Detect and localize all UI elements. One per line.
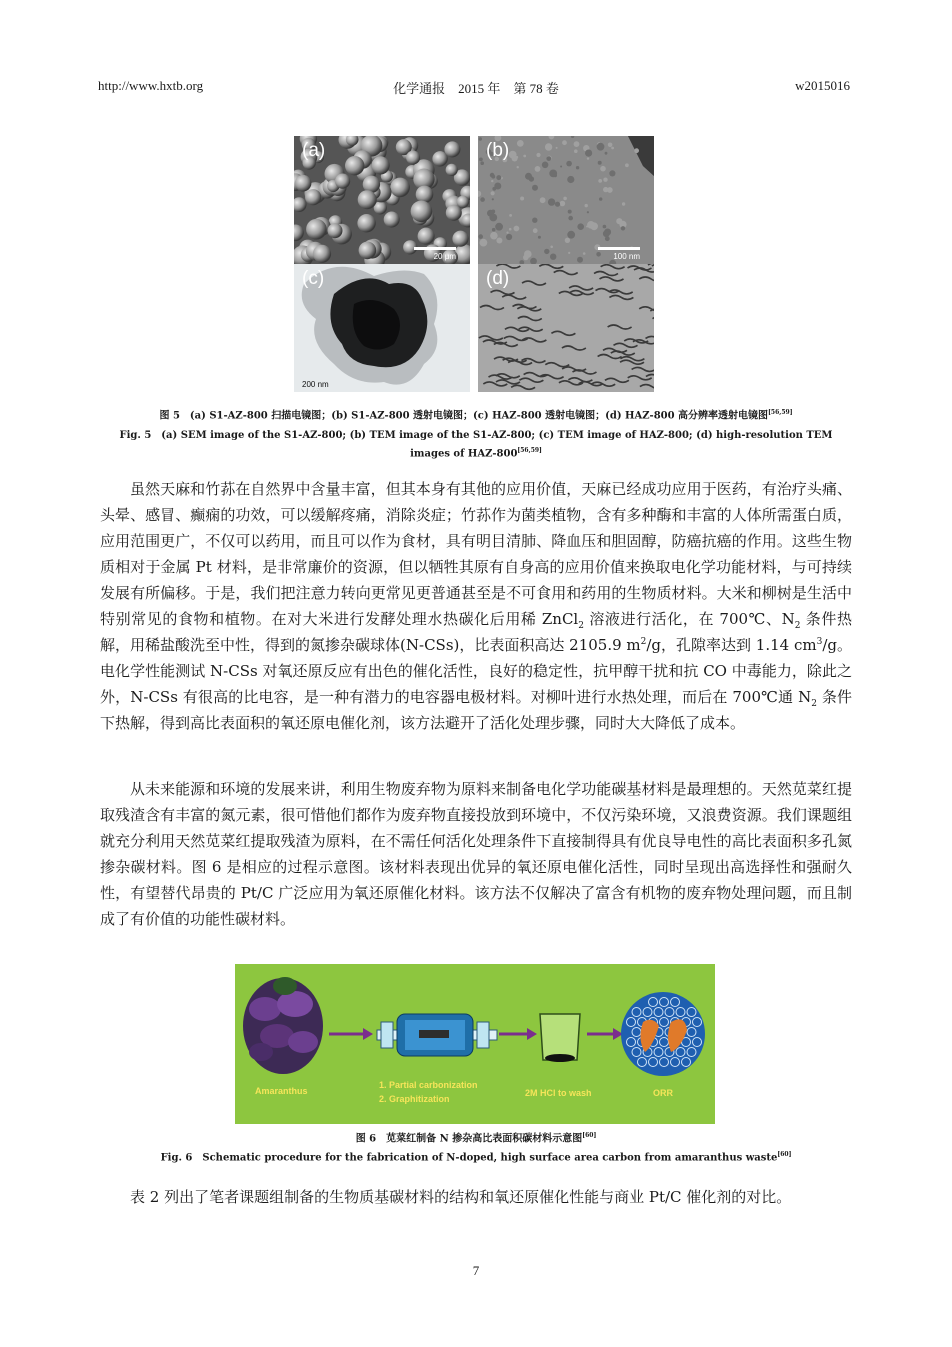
tem-texture-dot bbox=[523, 155, 526, 158]
paragraph-waste: 从未来能源和环境的发展来讲，利用生物废弃物为原料来制备电化学功能碳基材料是最理想的。天然苋菜红提取残渣含有丰富的氮元素，很可惜他们都作为废弃物直接投放到环境中，不仅污染环境，又浪费资源。我们课题组就充分利用天然苋菜红提取残渣为原料，在不需任何活化处理条件下直接制得具有优良导电性的高比表面积多孔氮掺杂碳材料。图 6 是相应的过程示意图。该材料表现出优异的氧还原电催化活性，同时呈现出高选择性和强耐久性，有望替代昂贵的 Pt/C 广泛应用为氧还原催化材料。该方法不仅解决了富含有机物的废弃物处理问题，而且制成了有价值的功能性碳材料。 bbox=[100, 780, 852, 928]
sem-particle bbox=[457, 196, 469, 208]
tem-texture-dot bbox=[520, 197, 524, 201]
tem-texture-dot bbox=[607, 187, 613, 193]
tem-texture-dot bbox=[546, 156, 551, 161]
tem-texture-dot bbox=[514, 226, 520, 232]
tem-texture-dot bbox=[625, 163, 629, 167]
tem-texture-dot bbox=[550, 246, 553, 249]
figure-5-caption-cn bbox=[100, 405, 852, 423]
caption-text: 图 5 (a) S1-AZ-800 扫描电镜图；(b) S1-AZ-800 透射电镜图；(c) HAZ-800 透射电镜图；(d) HAZ-800 高分辨率透射电镜图 bbox=[159, 410, 769, 422]
beaker-icon bbox=[540, 1014, 580, 1062]
tem-texture-dot bbox=[560, 201, 566, 207]
sem-particle bbox=[446, 164, 458, 176]
figure-6-caption-cn bbox=[100, 1128, 852, 1146]
sem-particle bbox=[446, 205, 462, 221]
paragraph-table-intro: 表 2 列出了笔者课题组制备的生物质基碳材料的结构和氧还原催化性能与商业 Pt/C 催化剂的对比。 bbox=[130, 1188, 792, 1206]
tem-texture-dot bbox=[506, 234, 512, 240]
tem-texture-dot bbox=[490, 232, 498, 240]
sem-particle bbox=[358, 190, 377, 209]
tem-texture-dot bbox=[568, 252, 570, 254]
tem-image-panel-b bbox=[478, 136, 654, 264]
sem-particle bbox=[372, 156, 390, 174]
tem-texture-dot bbox=[545, 143, 552, 150]
subscript: 2 bbox=[811, 699, 817, 709]
text-run: /g。电化学性能测试 N-CSs 对氧还原反应有出色的催化活性，良好的稳定性，抗甲醇干扰和抗 CO 中毒能力，除此之外，N-CSs 有很高的比电容，是一种有潜力的电容器电极材料。对柳叶进行水热处理，而后在 700℃通 N bbox=[100, 636, 853, 706]
superscript: 2 bbox=[640, 637, 647, 647]
tem-texture-dot bbox=[480, 161, 484, 165]
tem-texture-dot bbox=[560, 166, 562, 168]
label-orr: ORR bbox=[653, 1088, 673, 1098]
scale-bar-a bbox=[414, 247, 456, 250]
tem-texture-dot bbox=[600, 166, 606, 172]
tem-texture-dot bbox=[585, 150, 592, 157]
tem-texture-dot bbox=[509, 214, 512, 217]
tem-texture-dot bbox=[574, 149, 578, 153]
tem-texture-dot bbox=[621, 226, 625, 230]
caption-text: 图 6 苋菜红制备 N 掺杂高比表面积碳材料示意图 bbox=[355, 1133, 583, 1145]
sem-particle bbox=[328, 223, 343, 238]
tem-texture-dot bbox=[603, 225, 607, 229]
citation-ref: [60] bbox=[582, 1132, 597, 1139]
tem-texture-dot bbox=[603, 178, 607, 182]
tem-texture-dot bbox=[565, 238, 570, 243]
panel-label-c: (c) bbox=[302, 268, 325, 289]
tem-texture-dot bbox=[495, 223, 503, 231]
scale-bar-b bbox=[598, 247, 640, 250]
tem-texture-dot bbox=[532, 185, 538, 191]
panel-label-b: (b) bbox=[486, 140, 510, 161]
tem-texture-dot bbox=[568, 210, 572, 214]
tem-texture-dot bbox=[598, 179, 602, 183]
subscript: 2 bbox=[794, 621, 801, 631]
caption-text: Fig. 6 Schematic procedure for the fabrication of N-doped, high surface area carbon from amaranthus waste bbox=[160, 1152, 778, 1164]
label-step1: 1. Partial carbonization bbox=[379, 1080, 478, 1090]
tem-texture-dot bbox=[587, 211, 589, 213]
tem-texture-dot bbox=[562, 140, 567, 145]
tem-texture-dot bbox=[506, 232, 508, 234]
page-number: 7 bbox=[472, 1263, 480, 1278]
tem-texture-dot bbox=[479, 137, 482, 140]
tem-texture-dot bbox=[590, 222, 598, 230]
tem-texture-dot bbox=[548, 198, 555, 205]
sem-particle bbox=[357, 214, 375, 232]
tem-texture-dot bbox=[492, 228, 496, 232]
tem-texture-dot bbox=[577, 257, 583, 263]
n-doped-carbon-icon bbox=[621, 992, 705, 1076]
figure-6-caption-en bbox=[100, 1147, 852, 1165]
tem-texture-dot bbox=[517, 166, 519, 168]
tem-texture-dot bbox=[599, 197, 602, 200]
tem-texture-dot bbox=[577, 223, 584, 230]
tem-texture-dot bbox=[538, 236, 541, 239]
scale-label-a: 20 μm bbox=[433, 252, 456, 261]
sem-particle bbox=[416, 186, 434, 204]
sem-particle bbox=[418, 228, 435, 245]
panel-label-d: (d) bbox=[486, 268, 510, 289]
sem-particle bbox=[384, 212, 400, 228]
tem-texture-dot bbox=[616, 218, 622, 224]
tem-texture-dot bbox=[568, 216, 573, 221]
scale-label-c: 200 nm bbox=[302, 380, 329, 389]
journal-issue: 化学通报 2015 年 第 78 卷 bbox=[393, 81, 559, 96]
tem-texture-dot bbox=[583, 252, 586, 255]
tem-texture-dot bbox=[509, 228, 512, 231]
tem-texture-dot bbox=[609, 170, 615, 176]
superscript: 3 bbox=[816, 637, 823, 647]
paragraph-biomass bbox=[100, 476, 852, 736]
tem-texture-dot bbox=[496, 175, 501, 180]
text-run: 条件热解，用稀盐酸洗至中性，得到的氮掺杂碳球体(N-CSs)，比表面积高达 2105.9 m bbox=[100, 610, 852, 654]
caption-text: Fig. 5 (a) SEM image of the S1-AZ-800; (b) TEM image of the S1-AZ-800; (c) TEM image of HAZ-800; (d) high-resolution TEM images of HAZ-800 bbox=[119, 430, 833, 460]
tem-texture-dot bbox=[491, 180, 493, 182]
tem-texture-dot bbox=[536, 153, 540, 157]
citation-ref: [56,59] bbox=[517, 447, 542, 454]
tem-texture-dot bbox=[566, 161, 572, 167]
tem-texture-dot bbox=[525, 173, 532, 180]
sem-particle bbox=[345, 156, 364, 175]
tem-texture-dot bbox=[622, 202, 625, 205]
tem-texture-dot bbox=[603, 230, 610, 237]
tem-texture-dot bbox=[544, 249, 549, 254]
sem-particle bbox=[452, 231, 468, 247]
tem-texture-dot bbox=[550, 254, 556, 260]
tem-texture-dot bbox=[532, 218, 537, 223]
sem-particle bbox=[306, 219, 327, 240]
tem-texture-dot bbox=[549, 170, 557, 178]
label-step2: 2. Graphitization bbox=[379, 1094, 450, 1104]
tem-texture-dot bbox=[491, 175, 495, 179]
tem-texture-dot bbox=[492, 187, 496, 191]
scale-label-b: 100 nm bbox=[613, 252, 640, 261]
subscript: 2 bbox=[578, 621, 584, 631]
tem-texture-dot bbox=[533, 228, 538, 233]
schematic-drawing bbox=[235, 964, 715, 1124]
tem-texture-dot bbox=[517, 140, 524, 147]
sem-particle bbox=[335, 174, 350, 189]
tem-texture-dot bbox=[496, 238, 502, 244]
article-id: w2015016 bbox=[795, 78, 850, 93]
tem-texture-dot bbox=[535, 166, 541, 172]
tem-texture-dot bbox=[489, 214, 497, 222]
tem-texture-dot bbox=[509, 151, 517, 159]
label-wash: 2M HCl to wash bbox=[525, 1088, 592, 1098]
tem-texture-dot bbox=[587, 157, 589, 159]
sem-particle bbox=[359, 242, 377, 260]
tem-texture-dot bbox=[555, 202, 560, 207]
sem-particle bbox=[305, 189, 321, 205]
tem-texture-dot bbox=[576, 166, 579, 169]
tem-texture-dot bbox=[492, 198, 494, 200]
tem-texture-dot bbox=[605, 152, 608, 155]
sem-particle bbox=[444, 141, 460, 157]
sem-particle bbox=[295, 175, 312, 192]
tem-image-panel-c bbox=[294, 264, 470, 392]
sem-particle bbox=[313, 245, 331, 263]
tem-texture-dot bbox=[524, 250, 532, 258]
tem-texture-dot bbox=[597, 143, 605, 151]
tem-texture-dot bbox=[556, 147, 558, 149]
tem-texture-dot bbox=[480, 197, 485, 202]
figure-6-schematic bbox=[235, 964, 715, 1124]
tem-texture-dot bbox=[611, 147, 614, 150]
text-run: 虽然天麻和竹荪在自然界中含量丰富，但其本身有其他的应用价值，天麻已经成功应用于医药，有治疗头痛、头晕、感冒、癫痫的功效，可以缓解疼痛，消除炎症；竹荪作为菌类植物，含有多种酶和丰富的人体所需蛋白质，应用范围更广，不仅可以药用，而且可以作为食材，具有明目清肺、降血压和胆固醇，防癌抗癌的作用。这些生物质相对于金属 Pt 材料，是非常廉价的资源，但以牺牲其原有自身高的应用价值来换取电化学功能材料，与可持续发展有所偏移。于是，我们把注意力转向更常见更普通甚至是不可食用和药用的生物质材料。大米和柳树是生活中特别常见的食物和植物。在对大米进行发酵处理水热碳化后用稀 ZnCl bbox=[100, 480, 852, 628]
tem-texture-dot bbox=[608, 143, 613, 148]
tem-texture-dot bbox=[596, 252, 601, 257]
tem-texture-dot bbox=[585, 204, 588, 207]
tem-texture-dot bbox=[491, 191, 495, 195]
sem-particle bbox=[390, 178, 410, 198]
text-run: 溶液进行活化，在 700℃、N bbox=[583, 610, 795, 628]
tem-texture-dot bbox=[634, 148, 639, 153]
sem-particle bbox=[411, 201, 433, 223]
citation-ref: [56,59] bbox=[768, 409, 793, 416]
tem-texture-dot bbox=[567, 176, 574, 183]
sem-particle bbox=[406, 151, 420, 165]
label-amaranthus: Amaranthus bbox=[255, 1086, 308, 1096]
text-run: 条件下热解，得到高比表面积的氧还原电催化剂，该方法避开了活化处理步骤，同时大大降低了成本。 bbox=[100, 688, 852, 732]
journal-url: http://www.hxtb.org bbox=[98, 78, 204, 93]
tem-texture-dot bbox=[478, 234, 483, 239]
tem-texture-dot bbox=[479, 158, 483, 162]
tem-texture-dot bbox=[542, 162, 549, 169]
sem-image-panel-a bbox=[294, 136, 470, 264]
tem-texture-dot bbox=[574, 141, 580, 147]
tem-texture-dot bbox=[567, 231, 575, 239]
hrtem-image-panel-d bbox=[478, 264, 654, 392]
text-run: /g，孔隙率达到 1.14 cm bbox=[646, 636, 817, 654]
figure-5-caption-en bbox=[110, 428, 842, 461]
tem-texture-dot bbox=[480, 239, 488, 247]
figure-5 bbox=[294, 136, 662, 402]
tem-texture-dot bbox=[540, 197, 546, 203]
tem-texture-dot bbox=[598, 161, 602, 165]
panel-label-a: (a) bbox=[302, 140, 326, 161]
citation-ref: [60] bbox=[777, 1151, 792, 1158]
tem-texture-dot bbox=[563, 197, 567, 201]
